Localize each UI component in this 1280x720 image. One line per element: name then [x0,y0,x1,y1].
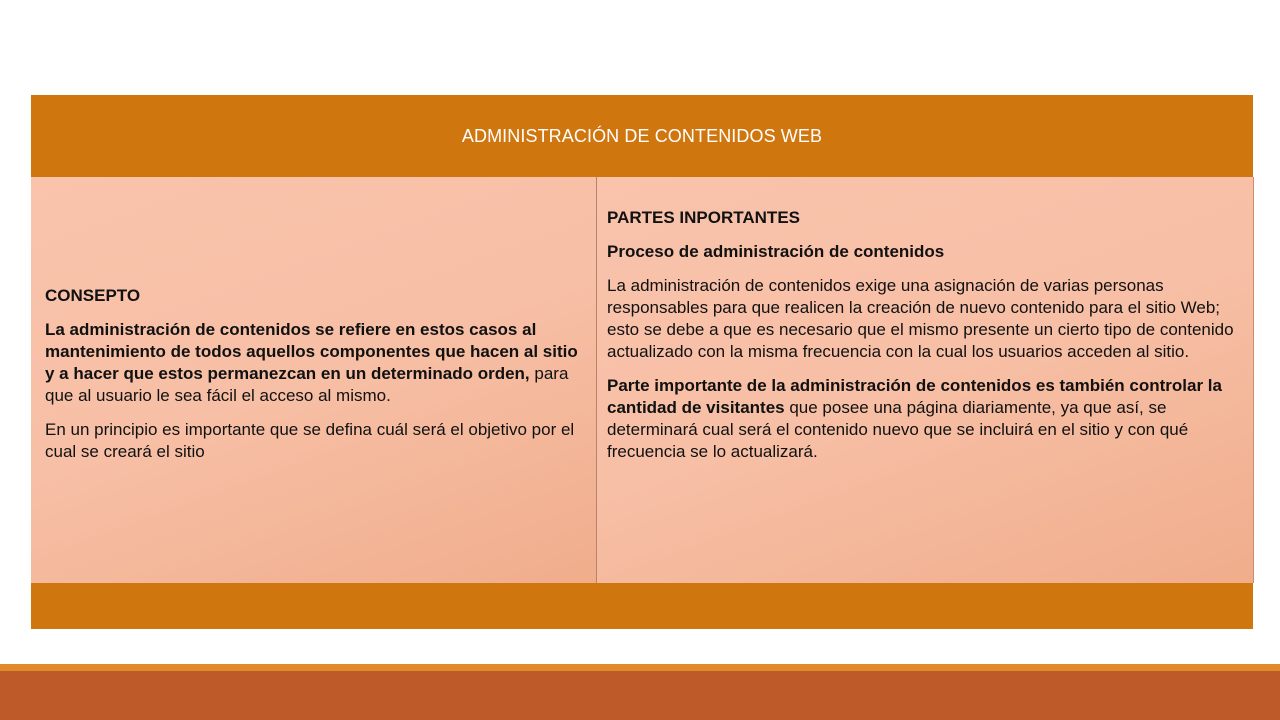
concept-heading: CONSEPTO [45,286,141,305]
footer-band [0,664,1280,720]
concept-paragraph-1 [45,319,584,407]
process-paragraph-1: La administración de contenidos exige una asignación de varias personas responsables para que realicen la creación de nuevo contenido para el sitio Web; esto se debe a que es necesario que el mismo presente un cierto tipo de contenido actualizado con la misma frecuencia con la cual los usuarios acceden al sitio. [607,276,1234,361]
table-header [31,95,1253,178]
concept-paragraph-1-bold: La administración de contenidos se refiere en estos casos al mantenimiento de todos aquellos componentes que hacen al sitio y a hacer que estos permanezcan en un determinado orden, [45,320,578,383]
important-parts-heading: PARTES INPORTANTES [607,208,800,227]
process-subheading: Proceso de administración de contenidos [607,242,945,261]
process-paragraph-2-bold: Parte importante de la administración de contenidos es también controlar la cantidad de visitantes [607,376,1222,417]
table-title: ADMINISTRACIÓN DE CONTENIDOS WEB [461,125,823,146]
footer-stripe [0,664,1280,671]
process-paragraph-2 [607,375,1245,463]
process-paragraph-2-rest: que posee una página diariamente, ya que así, se determinará cual será el contenido nuevo que se incluirá en el sitio y con qué frecuencia se lo actualizará. [607,398,1189,461]
concept-cell [31,177,597,583]
important-parts-cell [597,177,1254,583]
concept-paragraph-1-rest: para que al usuario le sea fácil el acceso al mismo. [45,364,569,405]
content-table [31,95,1253,629]
concept-paragraph-2: En un principio es importante que se defina cuál será el objetivo por el cual se creará el sitio [45,420,575,461]
